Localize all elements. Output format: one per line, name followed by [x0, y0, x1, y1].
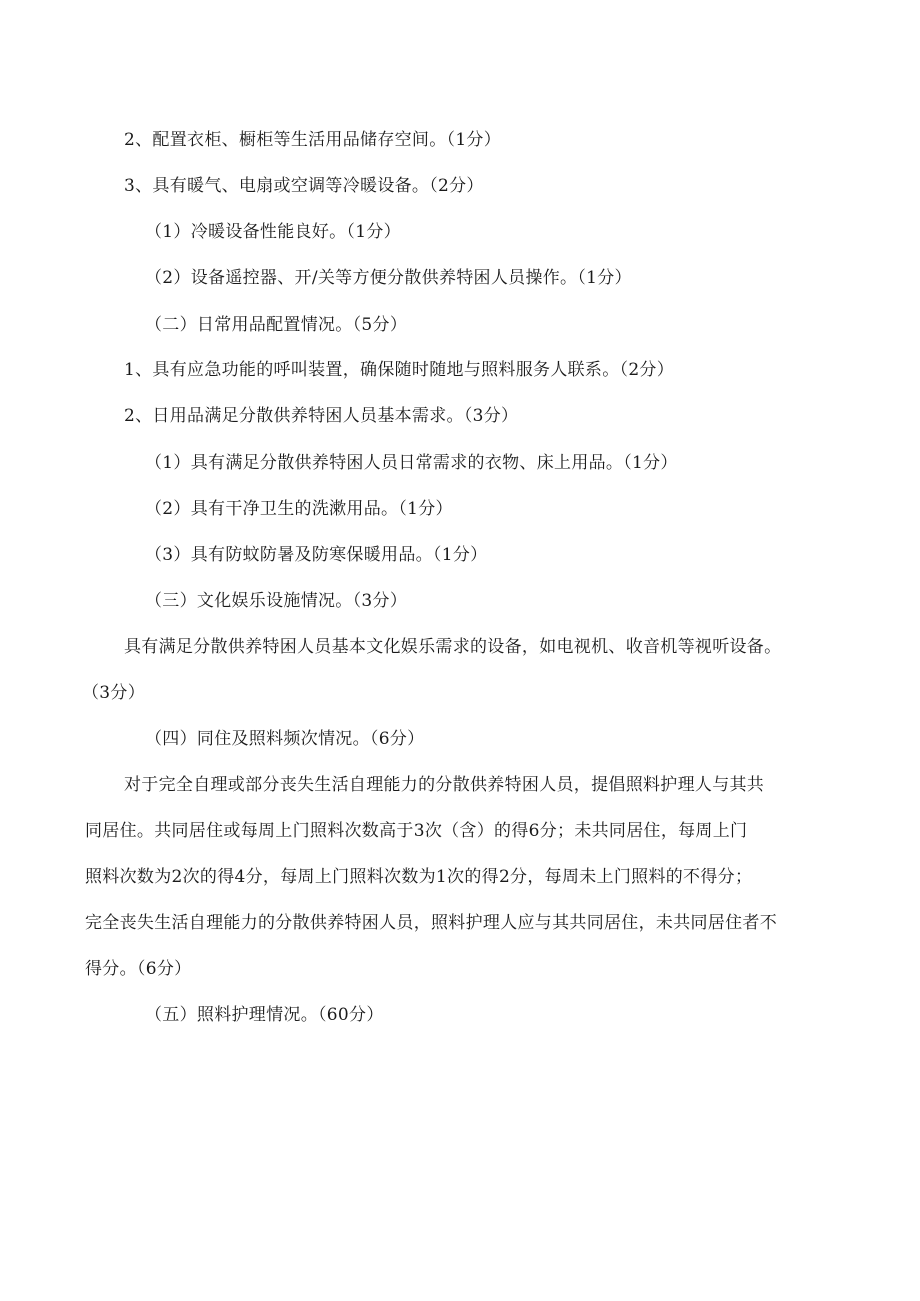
subitem-device-performance: （1）冷暖设备性能良好。（1分）: [145, 222, 401, 242]
paragraph-cohabitation-line4: 完全丧失生活自理能力的分散供养特困人员，照料护理人应与其共同居住，未共同居住者不: [85, 913, 777, 933]
paragraph-entertainment-line1: 具有满足分散供养特困人员基本文化娱乐需求的设备，如电视机、收音机等视听设备。: [124, 637, 782, 657]
item-storage-space: 2、配置衣柜、橱柜等生活用品储存空间。（1分）: [124, 130, 502, 150]
paragraph-cohabitation-line1: 对于完全自理或部分丧失生活自理能力的分散供养特困人员，提倡照料护理人与其共: [124, 775, 765, 795]
paragraph-cohabitation-line3: 照料次数为2次的得4分，每周上门照料次数为1次的得2分，每周未上门照料的不得分；: [85, 867, 753, 887]
paragraph-entertainment-line2: （3分）: [82, 683, 146, 703]
paragraph-cohabitation-line5: 得分。（6分）: [85, 959, 192, 979]
subitem-clothing-bedding: （1）具有满足分散供养特困人员日常需求的衣物、床上用品。（1分）: [145, 453, 678, 473]
item-emergency-call: 1、具有应急功能的呼叫装置，确保随时随地与照料服务人联系。（2分）: [124, 360, 675, 380]
section-cohabitation: （四）同住及照料频次情况。（6分）: [145, 729, 425, 749]
subitem-toiletries: （2）具有干净卫生的洗漱用品。（1分）: [145, 499, 453, 519]
item-heating-cooling: 3、具有暖气、电扇或空调等冷暖设备。（2分）: [124, 176, 484, 196]
paragraph-cohabitation-line2: 同居住。共同居住或每周上门照料次数高于3次（含）的得6分；未共同居住，每周上门: [85, 821, 748, 841]
subitem-seasonal-supplies: （3）具有防蚊防暑及防寒保暖用品。（1分）: [145, 545, 488, 565]
section-daily-supplies: （二）日常用品配置情况。（5分）: [145, 315, 408, 335]
subitem-remote-control: （2）设备遥控器、开/关等方便分散供养特困人员操作。（1分）: [145, 268, 632, 288]
item-daily-necessities: 2、日用品满足分散供养特困人员基本需求。（3分）: [124, 406, 519, 426]
section-care-nursing: （五）照料护理情况。（60分）: [145, 1005, 384, 1025]
section-entertainment: （三）文化娱乐设施情况。（3分）: [145, 591, 408, 611]
